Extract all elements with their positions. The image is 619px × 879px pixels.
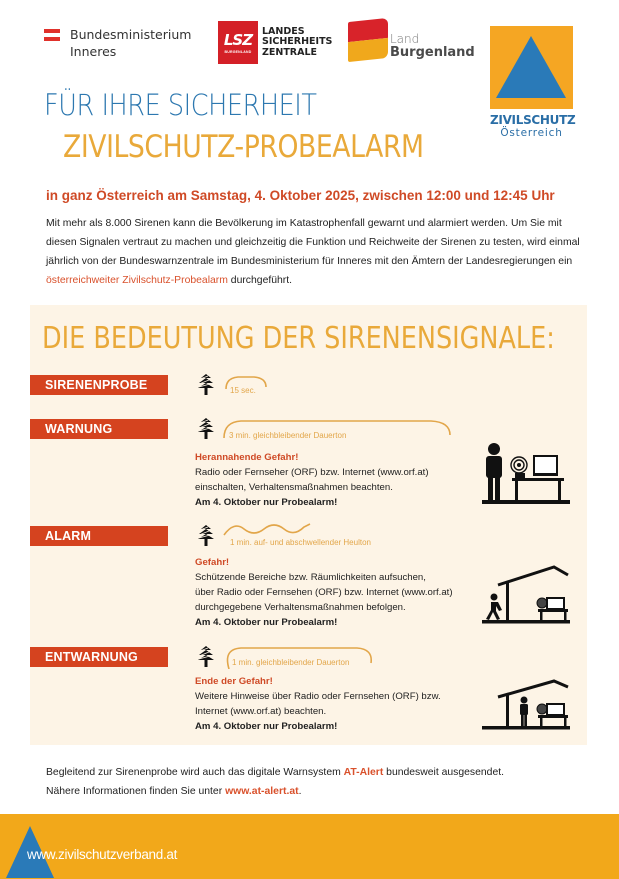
description-line: Schützende Bereiche bzw. Räumlichkeiten aufsuchen, <box>195 572 426 583</box>
date-subheading: in ganz Österreich am Samstag, 4. Oktober 2025, zwischen 12:00 und 12:45 Uhr <box>46 188 555 203</box>
at-alert-link[interactable]: www.at-alert.at <box>225 786 299 797</box>
lsz-line2: SICHERHEITS <box>262 36 333 48</box>
signal-description-warnung <box>195 450 429 510</box>
intro-text-end: durchgeführt. <box>227 275 293 286</box>
person-in-house-icon <box>482 679 570 731</box>
description-line: einschalten, Verhaltensmaßnahmen beachten. <box>195 482 393 493</box>
probealarm-note: Am 4. Oktober nur Probealarm! <box>195 617 338 628</box>
blue-triangle-icon <box>496 36 566 98</box>
footer-band <box>0 814 619 879</box>
signal-label-entwarnung: ENTWARNUNG <box>30 647 168 667</box>
note-text: Nähere Informationen finden Sie unter <box>46 786 226 797</box>
person-walking-into-house-icon <box>482 565 570 625</box>
signal-label-alarm: ALARM <box>30 526 168 546</box>
warning-heading: Ende der Gefahr! <box>195 676 273 687</box>
siren-icon <box>198 645 214 667</box>
siren-icon <box>198 373 214 395</box>
bmi-logo <box>44 26 191 60</box>
tone-duration: 3 min. gleichbleibender Dauerton <box>229 431 347 440</box>
signal-description-entwarnung <box>195 674 441 734</box>
zivilschutz-name: ZIVILSCHUTZ <box>490 113 576 127</box>
tone-duration: 1 min. auf- und abschwellender Heulton <box>230 538 371 547</box>
note-text-end: bundesweit ausgesendet. <box>383 767 505 778</box>
footer-website-link[interactable]: www.zivilschutzverband.at <box>27 847 178 862</box>
zivilschutz-emblem <box>490 26 573 109</box>
burgenland-line2: Burgenland <box>390 45 475 60</box>
bmi-line1: Bundesministerium <box>70 27 192 42</box>
description-line: Internet (www.orf.at) beachten. <box>195 706 327 717</box>
siren-icon <box>198 417 214 439</box>
lsz-logo <box>218 21 332 64</box>
signal-label-warnung: WARNUNG <box>30 419 168 439</box>
at-alert-highlight: AT-Alert <box>343 767 384 778</box>
note-text: Begleitend zur Sirenenprobe wird auch das digitale Warnsystem <box>46 767 344 778</box>
signals-heading: DIE BEDEUTUNG DER SIRENENSIGNALE: <box>42 321 555 356</box>
lsz-badge <box>218 21 258 64</box>
intro-text: Mit mehr als 8.000 Sirenen kann die Bevölkerung im Katastrophenfall gewarnt und alarmiert werden. Um Sie mit diesen Signalen vertraut zu machen und gleichzeitig die Funktion und Reichweite der Sirenen zu testen, wird einmal jährlich von der Bundeswarnzentrale im Bundesministerium für Inneres mit den Ämtern der Landesregierungen ein <box>46 218 580 267</box>
intro-highlight: österreichweiter Zivilschutz-Probealarm <box>46 275 228 286</box>
burgenland-logo <box>348 20 475 60</box>
probealarm-note: Am 4. Oktober nur Probealarm! <box>195 497 338 508</box>
description-line: Weitere Hinweise über Radio oder Fernsehen (ORF) bzw. <box>195 691 441 702</box>
wave-tone-icon <box>222 521 314 539</box>
zivilschutz-logo <box>490 26 576 140</box>
at-alert-note <box>46 763 504 801</box>
intro-paragraph <box>46 214 586 290</box>
austria-flag-icon <box>44 29 60 41</box>
tone-duration: 15 sec. <box>230 386 256 395</box>
zivilschutz-country: Österreich <box>500 127 563 139</box>
note-text-end: . <box>298 786 302 797</box>
warning-heading: Gefahr! <box>195 557 230 568</box>
person-radio-tv-icon <box>482 441 570 505</box>
lsz-line3: ZENTRALE <box>262 46 318 58</box>
title-line2: ZIVILSCHUTZ-PROBEALARM <box>63 129 424 165</box>
warning-heading: Herannahende Gefahr! <box>195 452 299 463</box>
siren-signals-panel <box>30 305 587 745</box>
lsz-line1: LANDES <box>262 25 305 37</box>
lsz-badge-text: LSZ <box>223 30 253 49</box>
probealarm-note: Am 4. Oktober nur Probealarm! <box>195 721 338 732</box>
tone-duration: 1 min. gleichbleibender Dauerton <box>232 658 350 667</box>
bmi-line2: Inneres <box>70 44 117 59</box>
signal-label-sirenenprobe: SIRENENPROBE <box>30 375 168 395</box>
title-line1: FÜR IHRE SICHERHEIT <box>44 88 317 122</box>
description-line: Radio oder Fernseher (ORF) bzw. Internet (www.orf.at) <box>195 467 429 478</box>
lsz-badge-sub: BURGENLAND <box>224 49 252 54</box>
description-line: durchgegebene Verhaltensmaßnahmen befolgen. <box>195 602 406 613</box>
burgenland-flag-icon <box>348 18 388 62</box>
description-line: über Radio oder Fernsehen (ORF) bzw. Internet (www.orf.at) <box>195 587 453 598</box>
signal-description-alarm <box>195 555 453 630</box>
burgenland-line1: Land <box>390 32 420 46</box>
siren-icon <box>198 524 214 546</box>
